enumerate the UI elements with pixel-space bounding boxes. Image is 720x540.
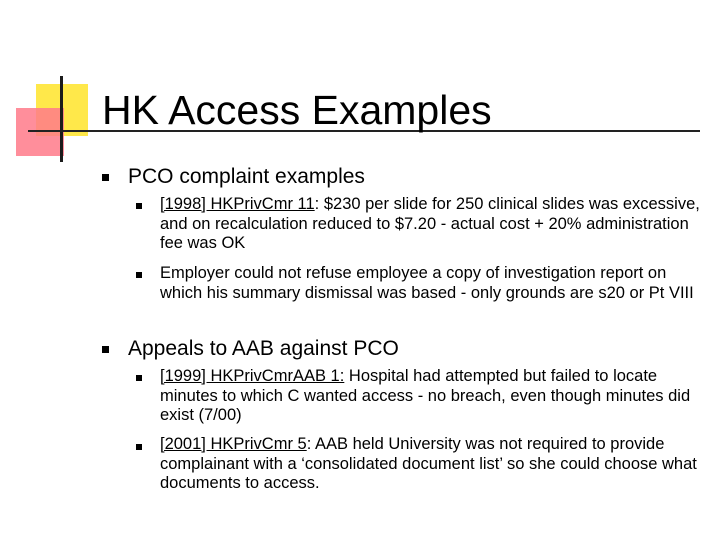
decor-pink-square (16, 108, 64, 156)
list-item: Employer could not refuse employee a copy of investigation report on which his summary dismissal was based - only grounds are s20 or Pt VIII (160, 264, 694, 302)
list-item: [1998] HKPrivCmr 11: $230 per slide for 250 clinical slides was excessive, and on recalculation reduced to $7.20 - actual cost + 20% administration fee was OK (160, 195, 700, 252)
list-item: [2001] HKPrivCmr 5: AAB held University was not required to provide complainant with a ‘consolidated document list’ so she could choose what documents to access. (160, 435, 697, 492)
decor-vertical-line (60, 76, 63, 162)
bullet-icon (102, 174, 109, 181)
bullet-icon (136, 203, 142, 209)
bullet-icon (136, 375, 142, 381)
bullet-icon (136, 272, 142, 278)
bullet-icon (102, 346, 109, 353)
section-heading-aab: Appeals to AAB against PCO (128, 337, 399, 360)
slide-title: HK Access Examples (102, 87, 492, 133)
case-link[interactable]: [2001] HKPrivCmr 5 (160, 435, 307, 453)
case-link[interactable]: [1999] HKPrivCmrAAB 1: (160, 367, 345, 385)
bullet-icon (136, 444, 142, 450)
section-heading-pco: PCO complaint examples (128, 165, 365, 188)
list-item: [1999] HKPrivCmrAAB 1: Hospital had attempted but failed to locate minutes to which C wanted access - no breach, even though minutes did exist (7/00) (160, 367, 691, 424)
case-link[interactable]: [1998] HKPrivCmr 11 (160, 195, 315, 213)
